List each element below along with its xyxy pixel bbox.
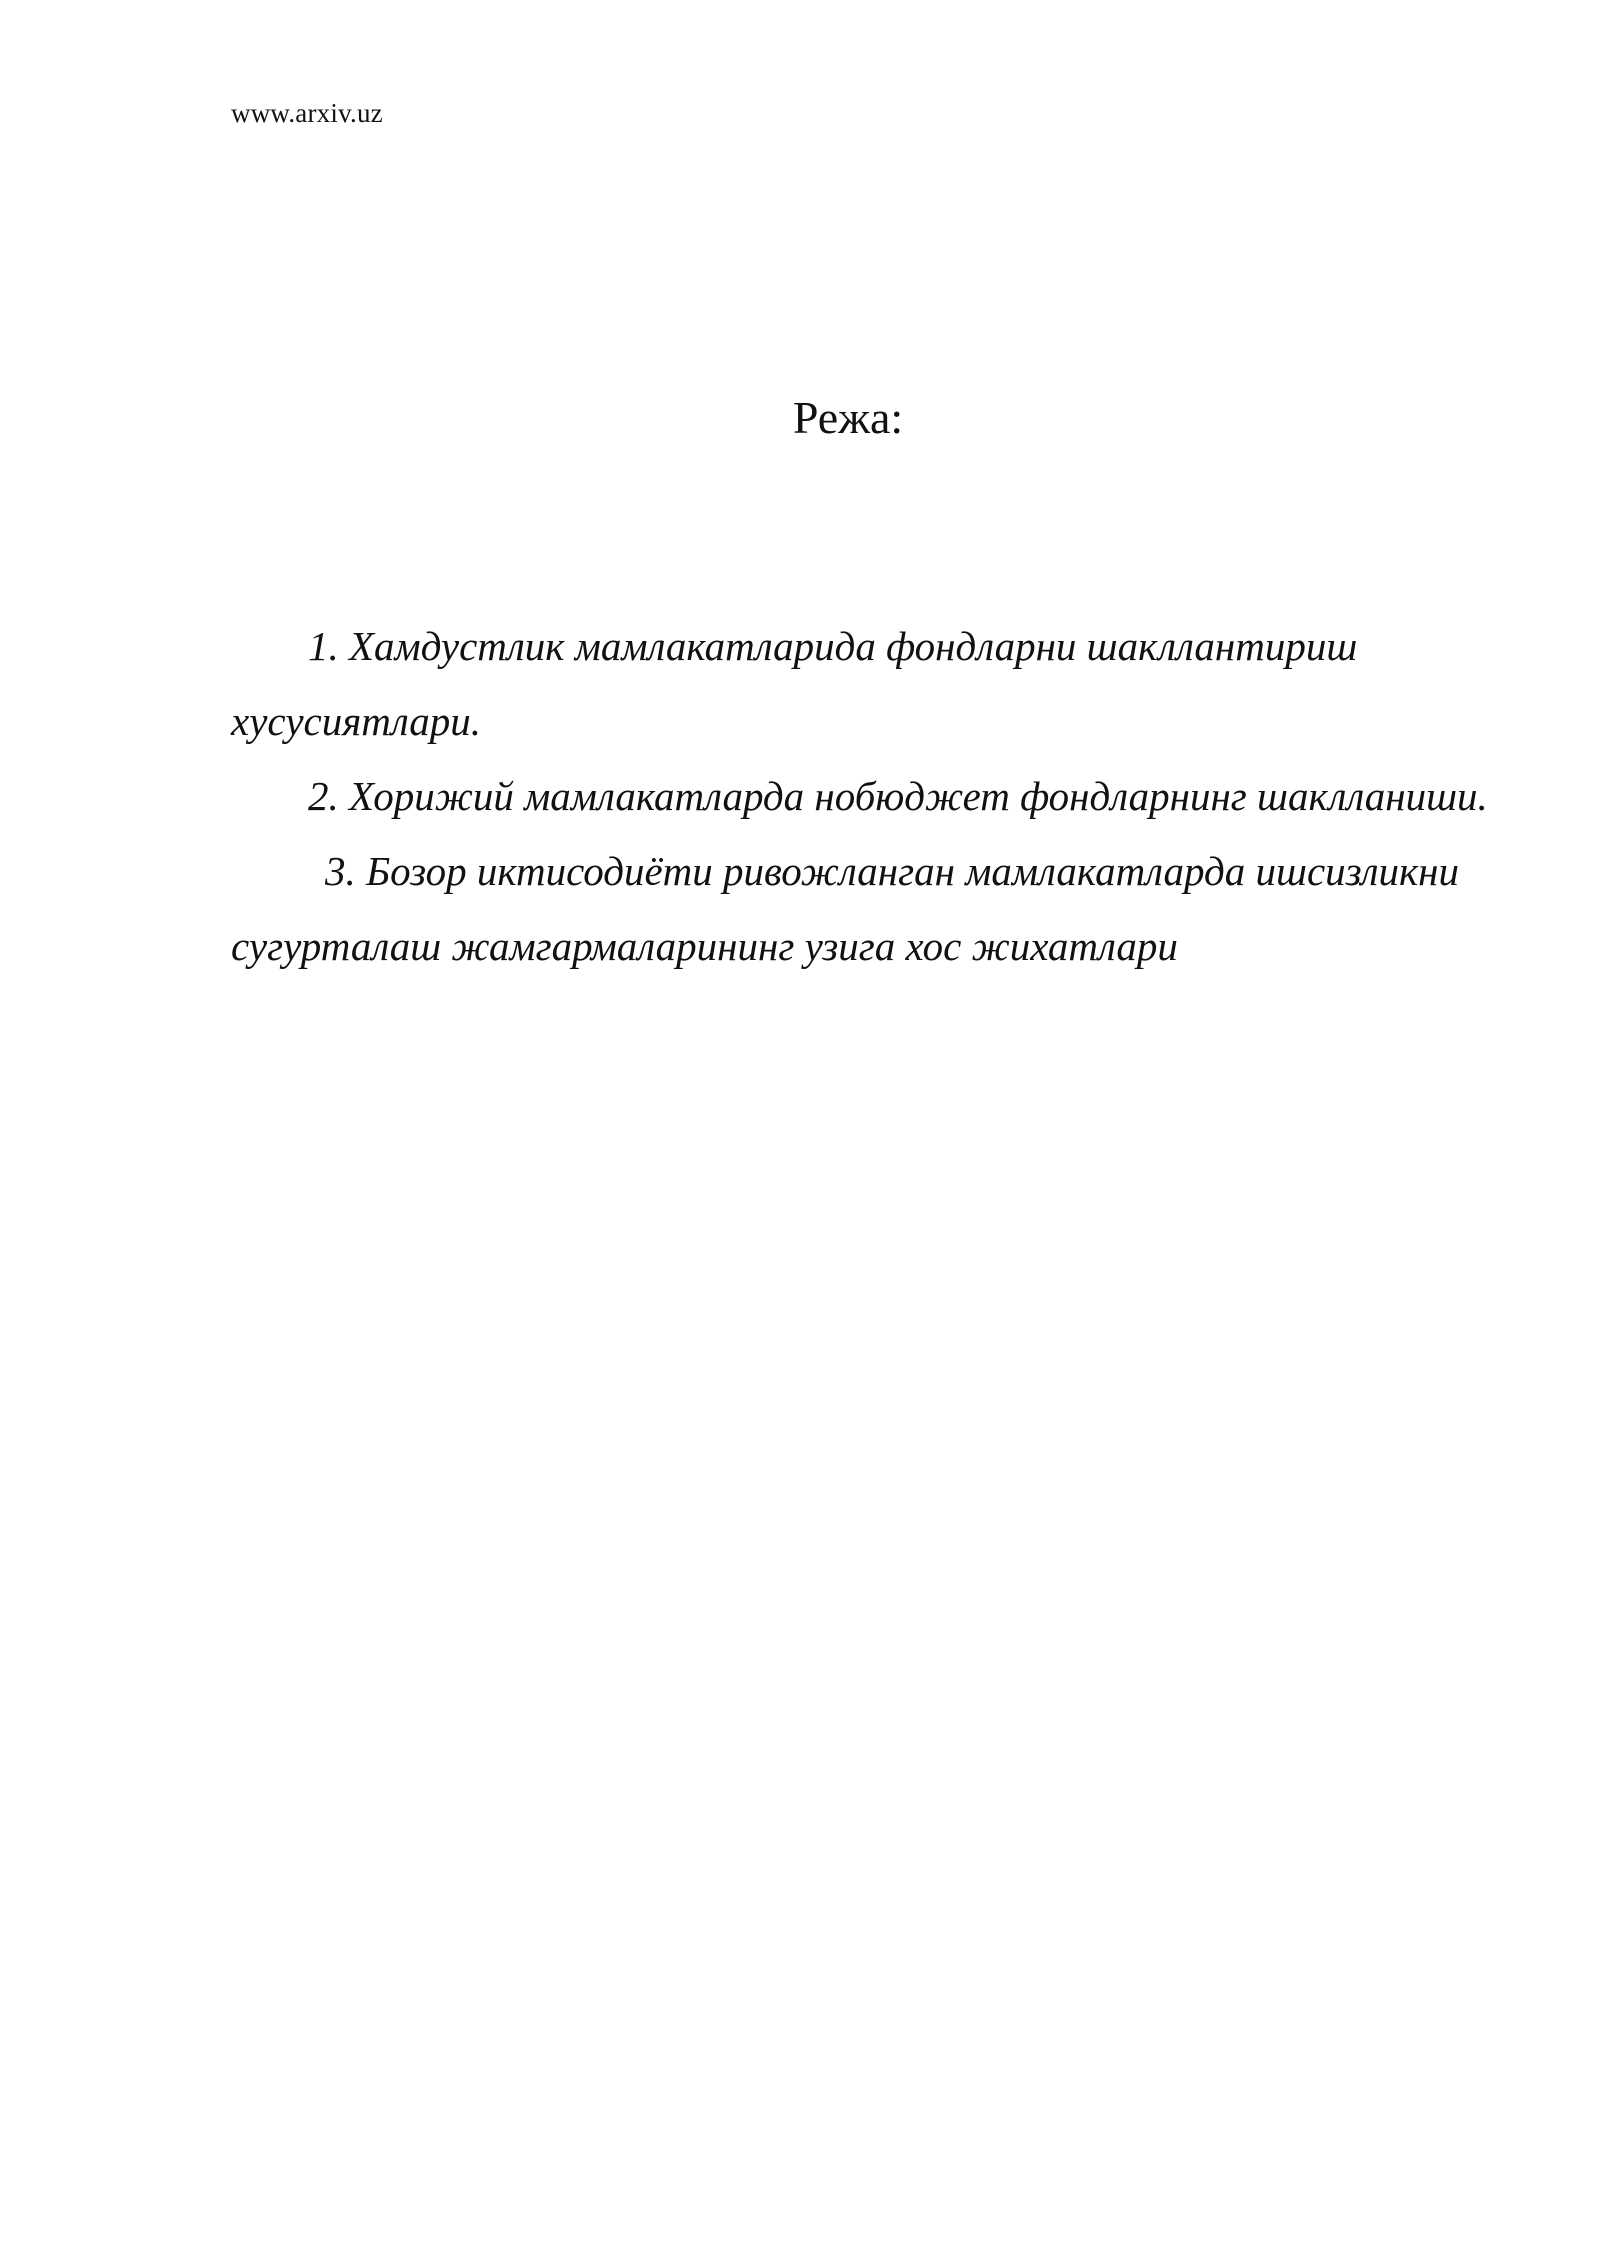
plan-item: 3. Бозор иктисодиёти ривожланган мамлакатларда ишсизликни сугурталаш жамгармаларининг узига хос жихатлари [231, 848, 1460, 969]
plan-list [231, 609, 1491, 984]
plan-item: 1. Хамдустлик мамлакатларида фондларни шакллантириш хусусиятлари. [231, 623, 1358, 744]
header-url: www.arxiv.uz [231, 98, 383, 128]
plan-title: Режа: [792, 392, 904, 443]
plan-item: 2. Хорижий мамлакатларда нобюджет фондларнинг шаклланиши. [308, 773, 1488, 819]
